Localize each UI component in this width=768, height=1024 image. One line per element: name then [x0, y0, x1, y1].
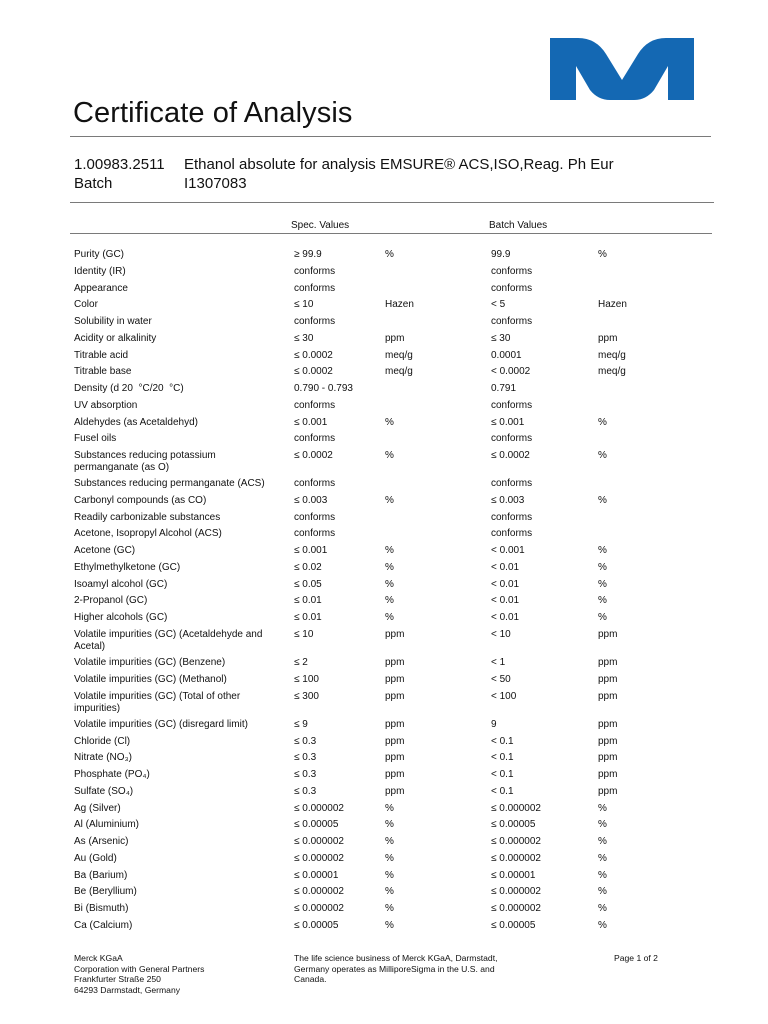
spec-unit-cell: % — [385, 869, 394, 881]
batch-number: I1307083 — [184, 175, 247, 192]
spec-unit-cell: ppm — [385, 690, 405, 702]
parameter-cell: Density (d 20 °C/20 °C) — [74, 383, 184, 394]
parameter-cell: Volatile impurities (GC) (disregard limit) — [74, 718, 248, 730]
footer-note-line: The life science business of Merck KGaA, Darmstadt, — [294, 953, 498, 963]
spec-unit-cell: % — [385, 612, 394, 624]
spec-value-cell: ≤ 100 — [294, 673, 319, 685]
parameter-cell: Acetone, Isopropyl Alcohol (ACS) — [74, 528, 222, 540]
batch-value-cell: ≤ 0.00005 — [491, 819, 536, 831]
product-line — [74, 156, 614, 173]
batch-unit-cell: % — [598, 545, 607, 557]
spec-value-cell: ≤ 0.00005 — [294, 819, 339, 831]
spec-value-cell: ≤ 10 — [294, 299, 314, 311]
parameter-cell: Phosphate (PO₄) — [74, 769, 150, 781]
title-divider — [70, 136, 711, 137]
footer-company-address — [74, 953, 274, 995]
parameter-cell: 2-Propanol (GC) — [74, 595, 148, 607]
batch-unit-cell: % — [598, 416, 607, 428]
batch-value-cell: < 0.01 — [491, 595, 520, 607]
spec-value-cell: ≤ 0.000002 — [294, 802, 344, 814]
spec-unit-cell: ppm — [385, 657, 405, 669]
spec-unit-cell: ppm — [385, 718, 405, 730]
parameter-cell: Substances reducing potassium permanganate (as O) — [74, 450, 216, 473]
spec-unit-cell: % — [385, 886, 394, 898]
spec-unit-cell: % — [385, 450, 394, 461]
batch-value-cell: < 0.1 — [491, 785, 514, 797]
document-title: Certificate of Analysis — [73, 97, 353, 129]
spec-unit-cell: ppm — [385, 785, 405, 797]
batch-unit-cell: % — [598, 450, 607, 461]
batch-unit-cell: ppm — [598, 332, 618, 344]
batch-unit-cell: % — [598, 919, 607, 931]
parameter-cell: Higher alcohols (GC) — [74, 612, 168, 624]
spec-value-cell: conforms — [294, 478, 336, 490]
batch-unit-cell: % — [598, 903, 607, 915]
batch-unit-cell: meq/g — [598, 366, 626, 378]
batch-unit-cell: % — [598, 869, 607, 881]
parameter-cell: Nitrate (NO₃) — [74, 752, 132, 764]
batch-value-cell: < 50 — [491, 673, 511, 685]
product-code: 1.00983.2511 — [74, 156, 165, 173]
batch-value-cell: < 0.01 — [491, 578, 520, 590]
spec-value-cell: conforms — [294, 511, 336, 523]
batch-unit-cell: % — [598, 595, 607, 607]
batch-unit-cell: ppm — [598, 752, 618, 764]
spec-value-cell: conforms — [294, 399, 336, 411]
parameter-cell: Titrable base — [74, 366, 132, 378]
parameter-cell: Readily carbonizable substances — [74, 511, 221, 523]
spec-value-cell: ≤ 0.01 — [294, 612, 322, 624]
spec-value-cell: ≤ 300 — [294, 690, 319, 702]
batch-unit-cell: ppm — [598, 673, 618, 685]
spec-unit-cell: % — [385, 578, 394, 590]
footer-company-line: 64293 Darmstadt, Germany — [74, 984, 181, 995]
batch-value-cell: ≤ 30 — [491, 332, 511, 344]
spec-value-cell: ≤ 0.0002 — [294, 450, 333, 461]
parameter-cell: Color — [74, 299, 98, 311]
batch-value-cell: < 0.01 — [491, 561, 520, 573]
page-number: Page 1 of 2 — [614, 953, 658, 963]
batch-value-cell: conforms — [491, 399, 533, 411]
spec-unit-cell: meq/g — [385, 349, 413, 361]
batch-unit-cell: Hazen — [598, 299, 627, 311]
spec-value-cell: ≤ 0.3 — [294, 752, 317, 764]
parameter-cell: Bi (Bismuth) — [74, 903, 129, 915]
batch-value-cell: ≤ 0.000002 — [491, 903, 541, 915]
parameter-cell: Volatile impurities (GC) (Total of other impurities) — [74, 690, 241, 714]
batch-value-cell: ≤ 0.001 — [491, 416, 525, 428]
batch-unit-cell: % — [598, 836, 607, 848]
parameter-cell: Ca (Calcium) — [74, 919, 133, 931]
batch-value-cell: < 0.1 — [491, 769, 514, 781]
spec-value-cell: ≤ 0.3 — [294, 769, 317, 781]
spec-value-cell: ≥ 99.9 — [294, 249, 322, 260]
batch-value-cell: conforms — [491, 433, 533, 445]
batch-unit-cell: ppm — [598, 735, 618, 747]
parameter-cell: As (Arsenic) — [74, 836, 129, 848]
spec-value-cell: ≤ 10 — [294, 628, 314, 640]
spec-unit-cell: % — [385, 545, 394, 557]
batch-unit-cell: ppm — [598, 690, 618, 702]
batch-value-cell: < 0.1 — [491, 752, 514, 764]
merck-logo-icon — [548, 36, 696, 102]
batch-value-cell: conforms — [491, 282, 533, 294]
batch-value-cell: ≤ 0.000002 — [491, 886, 541, 898]
batch-unit-cell: % — [598, 802, 607, 814]
spec-unit-cell: ppm — [385, 769, 405, 781]
spec-value-cell: conforms — [294, 528, 336, 540]
batch-value-cell: 0.0001 — [491, 349, 522, 361]
parameter-cell: Volatile impurities (GC) (Benzene) — [74, 657, 226, 669]
batch-value-cell: < 10 — [491, 628, 511, 640]
batch-value-cell: ≤ 0.00001 — [491, 869, 536, 881]
batch-value-cell: < 100 — [491, 690, 517, 702]
spec-value-cell: ≤ 0.0002 — [294, 366, 333, 378]
spec-value-cell: ≤ 0.3 — [294, 735, 317, 747]
footer-company-line: Corporation with General Partners — [74, 963, 205, 974]
spec-value-cell: ≤ 0.05 — [294, 578, 322, 590]
batch-value-cell: ≤ 0.000002 — [491, 802, 541, 814]
spec-unit-cell: ppm — [385, 735, 405, 747]
batch-unit-cell: % — [598, 249, 607, 260]
spec-values-header: Spec. Values — [291, 220, 350, 231]
spec-value-cell: ≤ 2 — [294, 657, 308, 669]
batch-unit-cell: % — [598, 819, 607, 831]
footer-company-line: Frankfurter Straße 250 — [74, 974, 161, 984]
parameter-cell: Chloride (Cl) — [74, 735, 131, 747]
spec-unit-cell: % — [385, 416, 394, 428]
product-name: Ethanol absolute for analysis EMSURE® ACS,ISO,Reag. Ph Eur — [184, 156, 614, 173]
spec-unit-cell: ppm — [385, 673, 405, 685]
spec-value-cell: conforms — [294, 433, 336, 445]
spec-value-cell: ≤ 0.000002 — [294, 852, 344, 864]
batch-value-cell: conforms — [491, 316, 533, 327]
parameter-cell: Carbonyl compounds (as CO) — [74, 494, 207, 506]
batch-value-cell: < 1 — [491, 657, 506, 669]
parameter-cell: Substances reducing permanganate (ACS) — [74, 478, 265, 490]
spec-unit-cell: % — [385, 249, 394, 260]
spec-value-cell: ≤ 0.00001 — [294, 869, 339, 881]
batch-line — [74, 175, 247, 192]
spec-unit-cell: % — [385, 919, 394, 931]
parameter-cell: Identity (IR) — [74, 265, 126, 277]
spec-value-cell: 0.790 - 0.793 — [294, 383, 353, 394]
spec-value-cell: conforms — [294, 265, 336, 277]
batch-unit-cell: % — [598, 886, 607, 898]
spec-unit-cell: ppm — [385, 628, 405, 640]
batch-value-cell: < 0.001 — [491, 545, 525, 557]
spec-value-cell: conforms — [294, 316, 336, 327]
batch-unit-cell: % — [598, 612, 607, 624]
spec-value-cell: ≤ 0.0002 — [294, 349, 333, 361]
spec-unit-cell: ppm — [385, 752, 405, 764]
footer-business-note — [294, 953, 534, 985]
batch-unit-cell: % — [598, 494, 607, 506]
spec-value-cell: ≤ 0.000002 — [294, 886, 344, 898]
batch-label: Batch — [74, 175, 113, 192]
batch-unit-cell: % — [598, 578, 607, 590]
batch-value-cell: < 0.0002 — [491, 366, 531, 378]
parameter-cell: Ba (Barium) — [74, 869, 128, 881]
spec-unit-cell: % — [385, 819, 394, 831]
parameter-cell: Ag (Silver) — [74, 802, 121, 814]
spec-unit-cell: % — [385, 852, 394, 864]
spec-value-cell: ≤ 0.000002 — [294, 903, 344, 915]
batch-value-cell: conforms — [491, 478, 533, 490]
parameter-cell: Ethylmethylketone (GC) — [74, 561, 181, 573]
parameter-cell: Appearance — [74, 282, 128, 294]
footer-note-line: Canada. — [294, 974, 327, 984]
parameter-cell: Fusel oils — [74, 433, 117, 445]
parameter-cell: Au (Gold) — [74, 852, 117, 864]
parameter-cell: Isoamyl alcohol (GC) — [74, 578, 168, 590]
batch-value-cell: conforms — [491, 511, 533, 523]
parameter-cell: Titrable acid — [74, 349, 129, 361]
batch-value-cell: 99.9 — [491, 249, 511, 260]
batch-unit-cell: ppm — [598, 628, 618, 640]
spec-value-cell: ≤ 0.003 — [294, 494, 328, 506]
parameter-cell: Sulfate (SO₄) — [74, 785, 134, 797]
spec-value-cell: ≤ 0.000002 — [294, 836, 344, 848]
parameter-cell: Purity (GC) — [74, 249, 124, 260]
parameter-cell: Acetone (GC) — [74, 545, 136, 557]
batch-unit-cell: % — [598, 561, 607, 573]
batch-value-cell: 9 — [491, 718, 497, 730]
batch-value-cell: ≤ 0.000002 — [491, 852, 541, 864]
column-header-divider — [70, 233, 712, 234]
parameter-cell: Volatile impurities (GC) (Methanol) — [74, 673, 227, 685]
parameter-cell: Solubility in water — [74, 316, 152, 327]
spec-value-cell: ≤ 0.02 — [294, 561, 322, 573]
footer-note-line: Germany operates as MilliporeSigma in the U.S. and — [294, 963, 495, 974]
parameter-cell: Aldehydes (as Acetaldehyd) — [74, 416, 198, 428]
spec-unit-cell: % — [385, 595, 394, 607]
parameter-cell: Volatile impurities (GC) (Acetaldehyde and Acetal) — [74, 628, 263, 652]
batch-value-cell: ≤ 0.0002 — [491, 450, 530, 461]
footer-company-line: Merck KGaA — [74, 953, 123, 963]
spec-value-cell: conforms — [294, 282, 336, 294]
spec-unit-cell: % — [385, 903, 394, 915]
batch-unit-cell: meq/g — [598, 349, 626, 361]
batch-value-cell: < 0.01 — [491, 612, 520, 624]
spec-unit-cell: % — [385, 802, 394, 814]
spec-value-cell: ≤ 9 — [294, 718, 308, 730]
batch-value-cell: < 0.1 — [491, 735, 514, 747]
spec-value-cell: ≤ 30 — [294, 332, 314, 344]
spec-value-cell: ≤ 0.00005 — [294, 919, 339, 931]
batch-value-cell: ≤ 0.003 — [491, 494, 525, 506]
batch-value-cell: ≤ 0.000002 — [491, 836, 541, 848]
parameter-cell: Be (Beryllium) — [74, 886, 137, 898]
spec-unit-cell: ppm — [385, 332, 405, 344]
spec-unit-cell: % — [385, 561, 394, 573]
parameter-cell: Acidity or alkalinity — [74, 332, 157, 344]
spec-unit-cell: % — [385, 494, 394, 506]
batch-unit-cell: % — [598, 852, 607, 864]
spec-value-cell: ≤ 0.001 — [294, 545, 328, 557]
spec-unit-cell: Hazen — [385, 299, 414, 311]
parameter-cell: Al (Aluminium) — [74, 819, 140, 831]
spec-value-cell: ≤ 0.01 — [294, 595, 322, 607]
batch-value-cell: conforms — [491, 265, 533, 277]
batch-value-cell: 0.791 — [491, 383, 517, 394]
batch-values-header: Batch Values — [489, 220, 548, 231]
spec-value-cell: ≤ 0.3 — [294, 785, 317, 797]
spec-unit-cell: meq/g — [385, 366, 413, 378]
batch-unit-cell: ppm — [598, 718, 618, 730]
batch-value-cell: conforms — [491, 528, 533, 540]
batch-value-cell: < 5 — [491, 299, 506, 311]
batch-unit-cell: ppm — [598, 657, 618, 669]
header-divider — [70, 202, 714, 203]
batch-unit-cell: ppm — [598, 769, 618, 781]
batch-unit-cell: ppm — [598, 785, 618, 797]
spec-value-cell: ≤ 0.001 — [294, 416, 328, 428]
batch-value-cell: ≤ 0.00005 — [491, 919, 536, 931]
spec-unit-cell: % — [385, 836, 394, 848]
parameter-cell: UV absorption — [74, 399, 138, 411]
